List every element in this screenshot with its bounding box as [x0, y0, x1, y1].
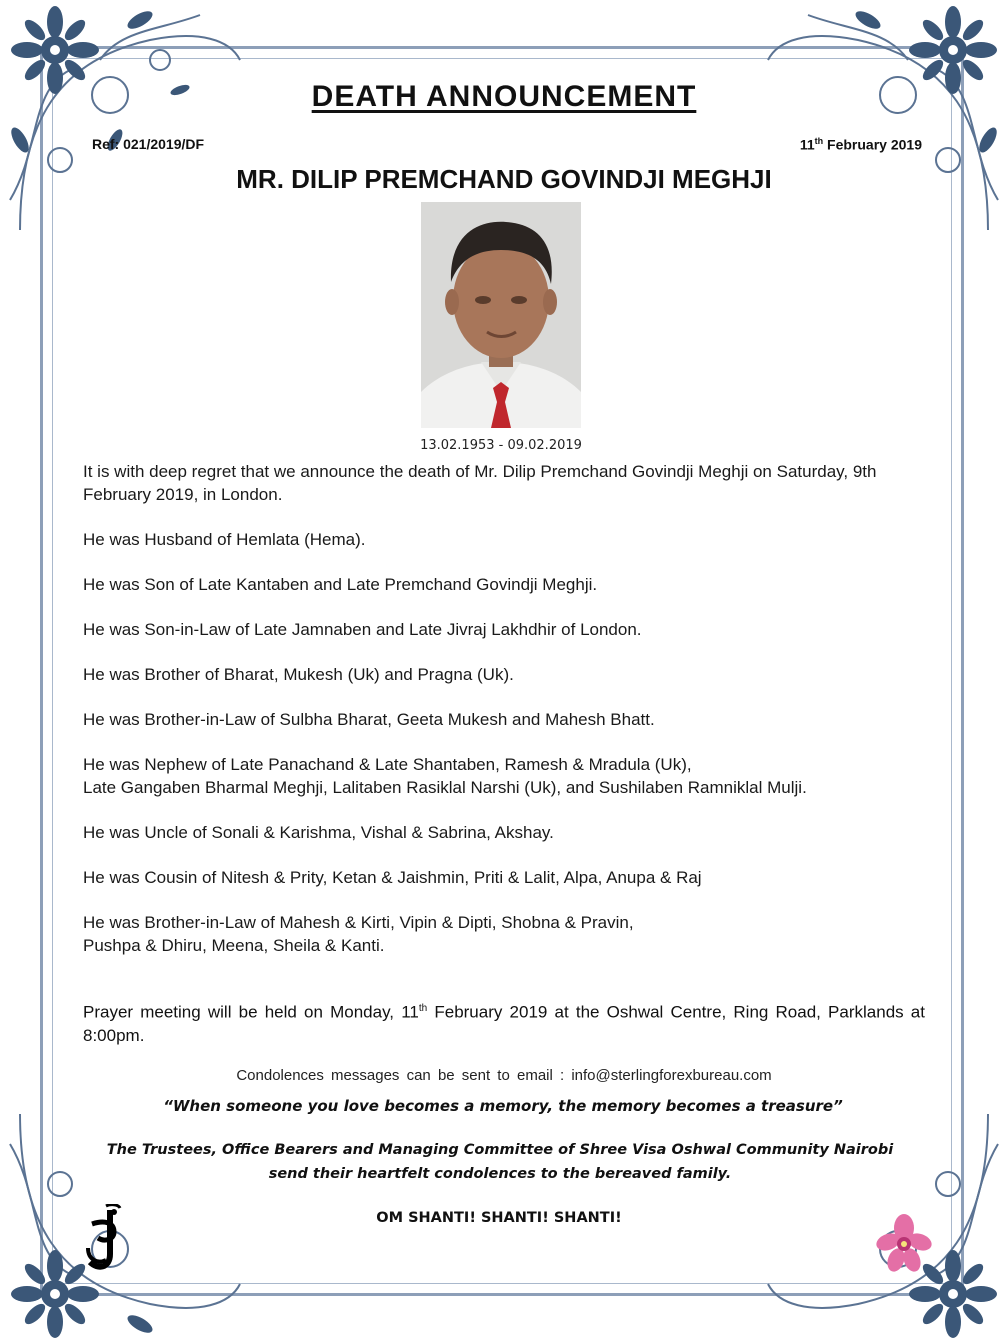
brother-in-law-line-1: He was Brother-in-Law of Mahesh & Kirti, Vipin & Dipti, Shobna & Pravin, [83, 913, 634, 932]
paragraph-brother-in-law-2 [83, 911, 927, 957]
orchid-flower-icon [876, 1212, 932, 1276]
prayer-text-2: February 2019 at the Oshwal Centre, Ring Road, Parklands at 8:00pm. [83, 1002, 925, 1045]
announcement-date [800, 136, 922, 153]
memorial-quote: “When someone you love becomes a memory, the memory becomes a treasure” [163, 1097, 843, 1115]
date-suffix: th [814, 136, 824, 146]
condolences-email-line: Condolences messages can be sent to email : info@sterlingforexbureau.com [236, 1067, 772, 1084]
portrait-photo [421, 202, 581, 428]
paragraph-son-in-law: He was Son-in-Law of Late Jamnaben and Late Jivraj Lakhdhir of London. [83, 620, 642, 639]
announcement-body [83, 460, 927, 979]
date-day: 11 [799, 136, 815, 153]
paragraph-brother-in-law: He was Brother-in-Law of Sulbha Bharat, Geeta Mukesh and Mahesh Bhatt. [83, 710, 655, 729]
paragraph-nephew [83, 753, 927, 799]
date-month-year: February 2019 [823, 136, 922, 153]
paragraph-intro: It is with deep regret that we announce the death of Mr. Dilip Premchand Govindji Meghji on Saturday, 9th February 2019, in London. [83, 462, 877, 504]
lifespan-dates: 13.02.1953 - 09.02.2019 [420, 438, 582, 453]
paragraph-uncle: He was Uncle of Sonali & Karishma, Vishal & Sabrina, Akshay. [83, 823, 554, 842]
closing-prayer: OM SHANTI! SHANTI! SHANTI! [376, 1210, 622, 1226]
paragraph-brother: He was Brother of Bharat, Mukesh (Uk) and Pragna (Uk). [83, 665, 514, 684]
jain-symbol-logo [84, 1204, 124, 1276]
nephew-line-1: He was Nephew of Late Panachand & Late Shantaben, Ramesh & Mradula (Uk), [83, 755, 692, 774]
trustees-message [0, 1138, 1000, 1186]
page-title-text: DEATH ANNOUNCEMENT [311, 80, 697, 113]
prayer-text-1: Prayer meeting will be held on Monday, 11 [83, 1002, 419, 1022]
brother-in-law-line-2: Pushpa & Dhiru, Meena, Sheila & Kanti. [83, 936, 385, 955]
deceased-name: MR. DILIP PREMCHAND GOVINDJI MEGHJI [236, 164, 772, 194]
floral-corner-ornament [758, 0, 1008, 250]
paragraph-son: He was Son of Late Kantaben and Late Premchand Govindji Meghji. [83, 575, 598, 594]
nephew-line-2: Late Gangaben Bharmal Meghji, Lalitaben Rasiklal Narshi (Uk), and Sushilaben Ramniklal Mulji. [83, 778, 807, 797]
trustees-line-1: The Trustees, Office Bearers and Managing Committee of Shree Visa Oshwal Community Nairobi [106, 1142, 894, 1158]
reference-number: Ref: 021/2019/DF [92, 136, 205, 152]
page-title [0, 80, 1008, 114]
prayer-meeting-details [83, 997, 925, 1047]
trustees-line-2: send their heartfelt condolences to the bereaved family. [268, 1166, 732, 1182]
prayer-date-suffix: th [418, 1003, 428, 1014]
paragraph-husband: He was Husband of Hemlata (Hema). [83, 530, 366, 549]
floral-corner-ornament [0, 0, 250, 250]
paragraph-cousin: He was Cousin of Nitesh & Prity, Ketan & Jaishmin, Priti & Lalit, Alpa, Anupa & Raj [83, 868, 702, 887]
